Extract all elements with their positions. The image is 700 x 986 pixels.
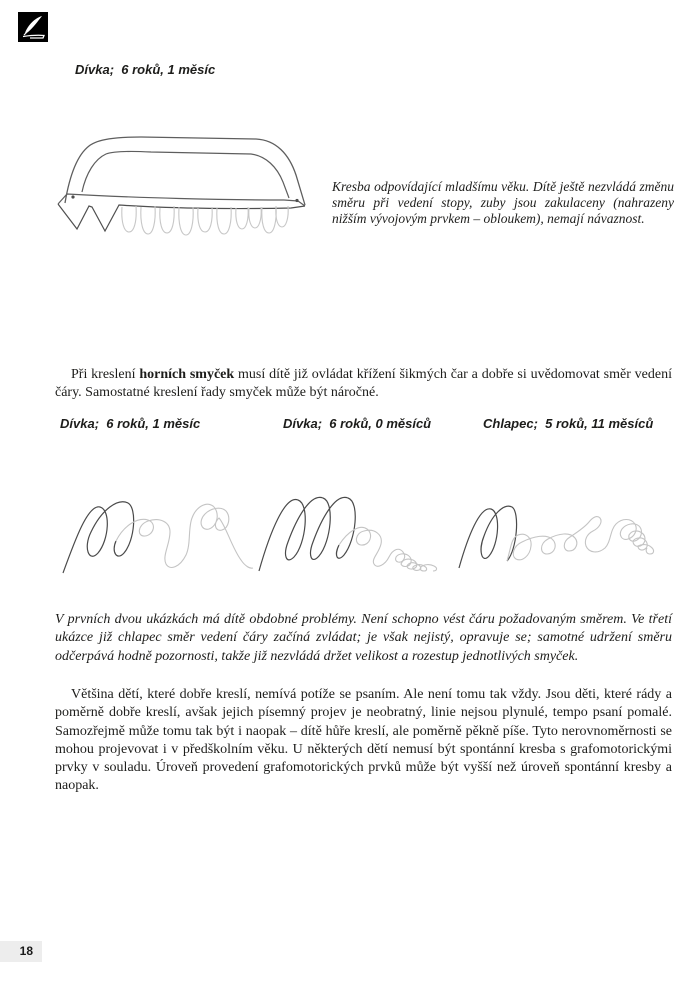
figure-caption-loops-2: Dívka; 6 roků, 0 měsíců [283, 416, 432, 431]
child-drawing-loops-3 [456, 478, 661, 578]
rounded-teeth [122, 206, 288, 235]
figure-caption-loops-3: Chlapec; 5 roků, 11 měsíců [483, 416, 654, 431]
figure-caption-loops-1: Dívka; 6 roků, 1 měsíc [60, 416, 201, 431]
child-drawing-loops-1 [60, 478, 255, 578]
child-drawing-loops-2 [256, 478, 451, 578]
child-drawing-saw [56, 130, 308, 242]
paragraph-intro-rest: musí dítě již ovládat křížení šikmých čar a dobře si uvědomovat směr vedení čáry. Samostatné kreslení řady smyček může být náročné. [55, 367, 673, 401]
page-number: 18 [0, 941, 42, 962]
quill-writing-icon [18, 12, 48, 42]
publisher-logo [18, 12, 48, 42]
rivet-dot-left [71, 195, 74, 198]
figure-caption-saw: Dívka; 6 roků, 1 měsíc [75, 62, 216, 77]
paragraph-intro-lead: Při kreslení [71, 367, 140, 382]
paragraph-intro [55, 366, 672, 403]
paragraph-intro-bold: horních smyček [139, 367, 235, 382]
paragraph-closing: Většina dětí, které dobře kreslí, nemívá potíže se psaním. Ale není tomu tak vždy. Jsou děti, které rády a poměrně dobře kreslí, avšak jejich písemný projev je neobratný, linie nejsou plynulé, tempo psaní pomalé. Samozřejmě může tomu tak být i naopak – dítě hůře kreslí, ale poměrně pěkně píše. Tyto nerovnoměrnosti se mohou projevovat i v předškolním věku. U některých dětí nemusí být spontánní kresba s grafomotorickými prvky v souladu. Úroveň provedení grafomotorických prvků může být vyšší než úroveň spontánní kresby a naopak. [55, 687, 672, 794]
rivet-dot-right [295, 199, 298, 202]
figure-note-saw: Kresba odpovídající mladšímu věku. Dítě ještě nezvládá změnu směru při vedení stopy, zuby jsou zakulaceny (nahrazeny nižším vývojovým prvkem – obloukem), nemají návaznost. [332, 179, 674, 226]
paragraph-analysis: V prvních dvou ukázkách má dítě obdobné problémy. Není schopno vést čáru požadovaným směrem. Ve třetí ukázce již chlapec směr vedení čáry začíná zvládat; je však nejistý, opravuje se; samotné udržení směru odčerpává hodně pozornosti, takže již nezvládá držet velikost a rozestup jednotlivých smyček. [55, 612, 672, 664]
